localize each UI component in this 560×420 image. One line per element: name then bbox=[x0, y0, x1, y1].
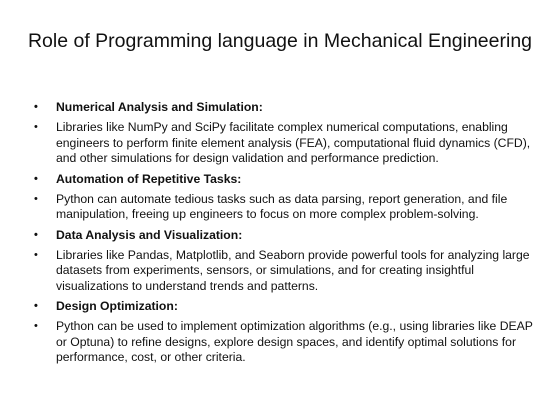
bullet-list bbox=[34, 100, 534, 371]
bullet-dot-icon: • bbox=[34, 192, 38, 205]
bullet-dot-icon: • bbox=[34, 320, 38, 333]
bullet-dot-icon: • bbox=[34, 228, 38, 241]
slide-title: Role of Programming language in Mechanical Engineering bbox=[27, 30, 533, 52]
bullet-heading-text: Data Analysis and Visualization: bbox=[56, 227, 243, 242]
bullet-heading-text: Automation of Repetitive Tasks: bbox=[56, 171, 242, 186]
bullet-body bbox=[34, 319, 534, 366]
bullet-dot-icon: • bbox=[34, 300, 38, 313]
bullet-dot-icon: • bbox=[34, 172, 38, 185]
bullet-heading bbox=[34, 228, 534, 244]
bullet-heading-text: Numerical Analysis and Simulation: bbox=[56, 100, 263, 114]
bullet-body bbox=[34, 120, 534, 167]
bullet-heading bbox=[34, 100, 534, 116]
bullet-heading bbox=[34, 299, 534, 315]
bullet-heading-text: Design Optimization: bbox=[56, 299, 178, 314]
bullet-body bbox=[34, 192, 534, 223]
bullet-dot-icon: • bbox=[34, 248, 38, 261]
bullet-body-text: Libraries like NumPy and SciPy facilitate complex numerical computations, enabling engineers to perform finite element analysis (FEA), computational fluid dynamics (CFD), and other simulations for design validation and performance prediction. bbox=[56, 120, 531, 166]
bullet-body-text: Python can automate tedious tasks such as data parsing, report generation, and file manipulation, freeing up engineers to focus on more complex problem-solving. bbox=[56, 191, 508, 222]
bullet-heading bbox=[34, 172, 534, 188]
bullet-body-text: Python can be used to implement optimization algorithms (e.g., using libraries like DEAP or Optuna) to refine designs, explore design spaces, and identify optimal solutions for performance, cost, or other criteria. bbox=[56, 319, 533, 365]
bullet-body-text: Libraries like Pandas, Matplotlib, and Seaborn provide powerful tools for analyzing large datasets from experiments, sensors, or simulations, and for creating insightful visualizations to understand trends and patterns. bbox=[56, 247, 530, 293]
bullet-dot-icon: • bbox=[34, 101, 38, 113]
bullet-dot-icon: • bbox=[34, 121, 38, 134]
bullet-body bbox=[34, 248, 534, 295]
